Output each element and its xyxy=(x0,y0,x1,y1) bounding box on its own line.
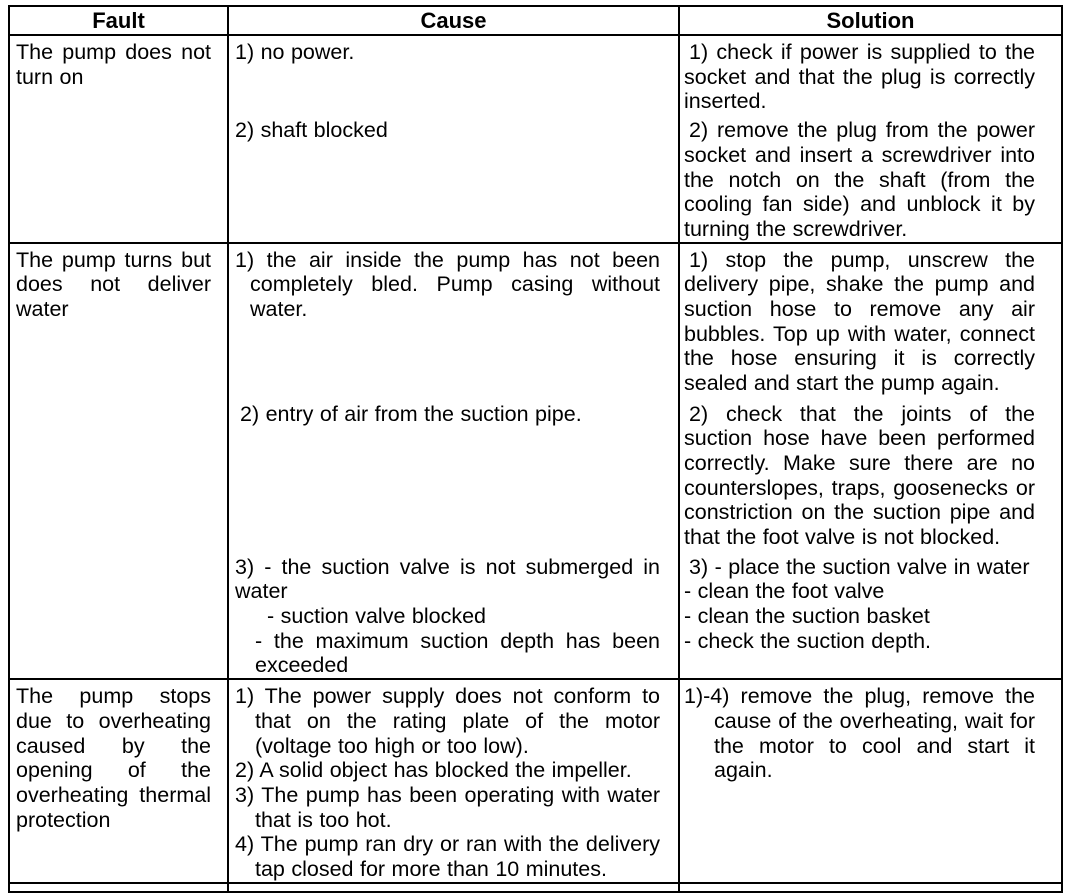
fault-cell xyxy=(10,680,227,882)
column-header-fault: Fault xyxy=(92,8,145,33)
cause-solution-pair xyxy=(227,36,1061,114)
table-row-pump-turns-no-water xyxy=(10,244,1061,681)
cause-item-1: 1) The power supply does not conform to that on the rating plate of the motor (voltage too high or too low). xyxy=(235,684,660,758)
cause-cell xyxy=(227,114,678,242)
solution-item-3-line-4: - check the suction depth. xyxy=(684,628,932,653)
table-row-partial xyxy=(10,884,1061,891)
cause-cell xyxy=(227,551,678,679)
solution-item-3-line-3: - clean the suction basket xyxy=(684,604,930,629)
cause-item-4: 4) The pump ran dry or ran with the delivery tap closed for more than 10 minutes. xyxy=(235,832,660,882)
fault-cell xyxy=(10,244,227,679)
cause-cell xyxy=(227,680,678,882)
cause-solution-pairs xyxy=(227,244,1061,679)
solution-cell xyxy=(678,114,1061,242)
solution-item-2: 2) check that the joints of the suction hose have been performed correctly. Make sure there are no counterslopes, traps, goosenecks or constriction on the suction pipe and that the foot valve is not blocked. xyxy=(684,401,1035,550)
cause-cell xyxy=(227,244,678,398)
solution-item-2: 2) remove the plug from the power socket and insert a screwdriver into the notch on the shaft (from the cooling fan side) and unblock it by turning the screwdriver. xyxy=(684,118,1035,241)
cause-solution-pair xyxy=(227,244,1061,398)
solution-item-1-4: 1)-4) remove the plug, remove the cause of the overheating, wait for the motor to cool and start it again. xyxy=(684,684,1035,783)
cause-item-3: 3) The pump has been operating with water that is too hot. xyxy=(235,782,660,832)
cause-solution-pairs xyxy=(227,680,1061,882)
cause-item-3-line-3: - the maximum suction depth has been exceeded xyxy=(255,628,660,678)
troubleshooting-table xyxy=(8,5,1063,893)
solution-cell xyxy=(678,244,1061,398)
solution-cell xyxy=(678,551,1061,679)
fault-cell xyxy=(10,36,227,242)
solution-cell xyxy=(678,36,1061,114)
cause-solution-pair xyxy=(227,551,1061,679)
solution-item-1: 1) stop the pump, unscrew the delivery pipe, shake the pump and suction hose to remove any air bubbles. Top up with water, connect the hose ensuring it is correctly sealed and start the pump again. xyxy=(684,247,1035,396)
cause-solution-pair xyxy=(227,398,1061,551)
solution-cell-empty xyxy=(678,884,1061,891)
cause-cell-empty xyxy=(227,884,678,891)
solution-item-3-line-1: 3) - place the suction valve in water xyxy=(689,554,1030,579)
solution-cell xyxy=(678,398,1061,551)
fault-text: The pump turns but does not deliver water xyxy=(16,247,211,322)
cause-solution-pairs xyxy=(227,36,1061,242)
table-row-pump-overheating xyxy=(10,680,1061,884)
cause-item-1: 1) the air inside the pump has not been completely bled. Pump casing without water. xyxy=(235,247,660,322)
cause-item-1: 1) no power. xyxy=(235,40,355,64)
table-header-row xyxy=(10,7,1061,36)
cause-cell xyxy=(227,398,678,551)
fault-cell-empty xyxy=(10,884,227,891)
cause-solution-pair xyxy=(227,680,1061,882)
fault-text: The pump does not turn on xyxy=(16,40,211,89)
solution-item-3-line-2: - clean the foot valve xyxy=(684,579,885,604)
cause-solution-pair xyxy=(227,114,1061,242)
cause-item-2: 2) A solid object has blocked the impeller. xyxy=(235,758,632,783)
cause-cell xyxy=(227,36,678,114)
cause-item-3-line-2: - suction valve blocked xyxy=(267,604,486,629)
cause-item-3-line-1: 3) - the suction valve is not submerged in water xyxy=(235,554,660,604)
column-header-solution: Solution xyxy=(678,7,1061,34)
cause-item-2: 2) shaft blocked xyxy=(235,118,388,143)
fault-text: The pump stops due to overheating caused by the opening of the overheating thermal protection xyxy=(16,684,211,832)
solution-item-1: 1) check if power is supplied to the socket and that the plug is correctly inserted. xyxy=(684,40,1035,114)
table-row-pump-does-not-turn-on xyxy=(10,36,1061,244)
cause-item-2: 2) entry of air from the suction pipe. xyxy=(240,401,582,426)
solution-cell xyxy=(678,680,1061,882)
column-header-cause: Cause xyxy=(227,7,678,34)
